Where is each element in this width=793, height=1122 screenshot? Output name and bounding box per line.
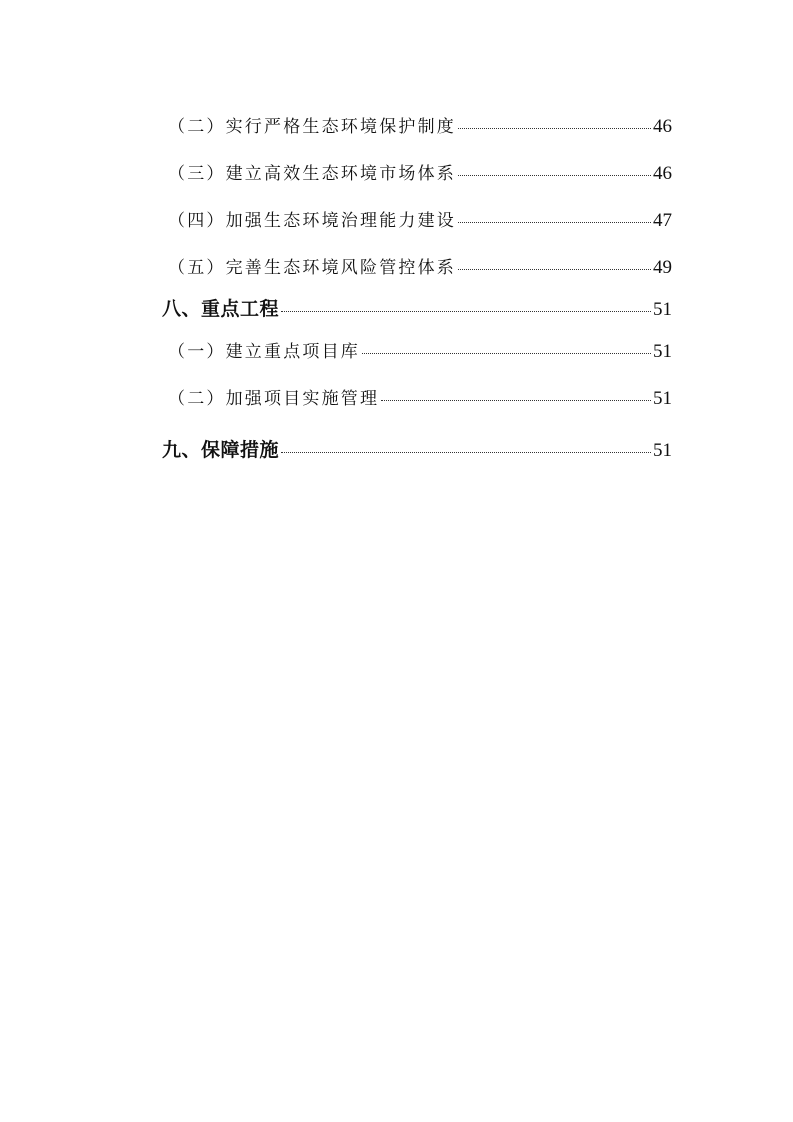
- toc-dot-leader: [458, 269, 651, 270]
- toc-chapter-title: 八、重点工程: [162, 298, 280, 320]
- toc-page-number: 51: [653, 388, 672, 409]
- toc-dot-leader: [281, 452, 651, 453]
- toc-page-number: 49: [653, 257, 672, 278]
- toc-entry-title: （五）完善生态环境风险管控体系: [168, 258, 456, 278]
- toc-entry-2-5[interactable]: [168, 253, 672, 279]
- toc-page-number: 51: [653, 299, 672, 320]
- toc-entry-2-2[interactable]: [168, 112, 672, 138]
- toc-page-number: 51: [653, 341, 672, 362]
- toc-chapter-9[interactable]: [162, 435, 672, 462]
- toc-chapter-title: 九、保障措施: [162, 439, 280, 461]
- toc-page-number: 46: [653, 163, 672, 184]
- toc-entry-2-3[interactable]: [168, 159, 672, 185]
- toc-page-number: 46: [653, 116, 672, 137]
- toc-page-number: 51: [653, 440, 672, 461]
- toc-entry-title: （三）建立高效生态环境市场体系: [168, 164, 456, 184]
- toc-dot-leader: [458, 222, 651, 223]
- toc-page-number: 47: [653, 210, 672, 231]
- toc-dot-leader: [458, 128, 651, 129]
- toc-chapter-8[interactable]: [162, 294, 672, 321]
- toc-entry-title: （二）实行严格生态环境保护制度: [168, 117, 456, 137]
- toc-entry-2-4[interactable]: [168, 206, 672, 232]
- toc-entry-8-1[interactable]: [168, 337, 672, 363]
- toc-entry-title: （二）加强项目实施管理: [168, 389, 380, 409]
- toc-dot-leader: [458, 175, 651, 176]
- toc-dot-leader: [281, 311, 651, 312]
- toc-entry-8-2[interactable]: [168, 384, 672, 410]
- toc-dot-leader: [362, 353, 651, 354]
- toc-entry-title: （四）加强生态环境治理能力建设: [168, 211, 456, 231]
- toc-entry-title: （一）建立重点项目库: [168, 342, 360, 362]
- toc-dot-leader: [381, 400, 651, 401]
